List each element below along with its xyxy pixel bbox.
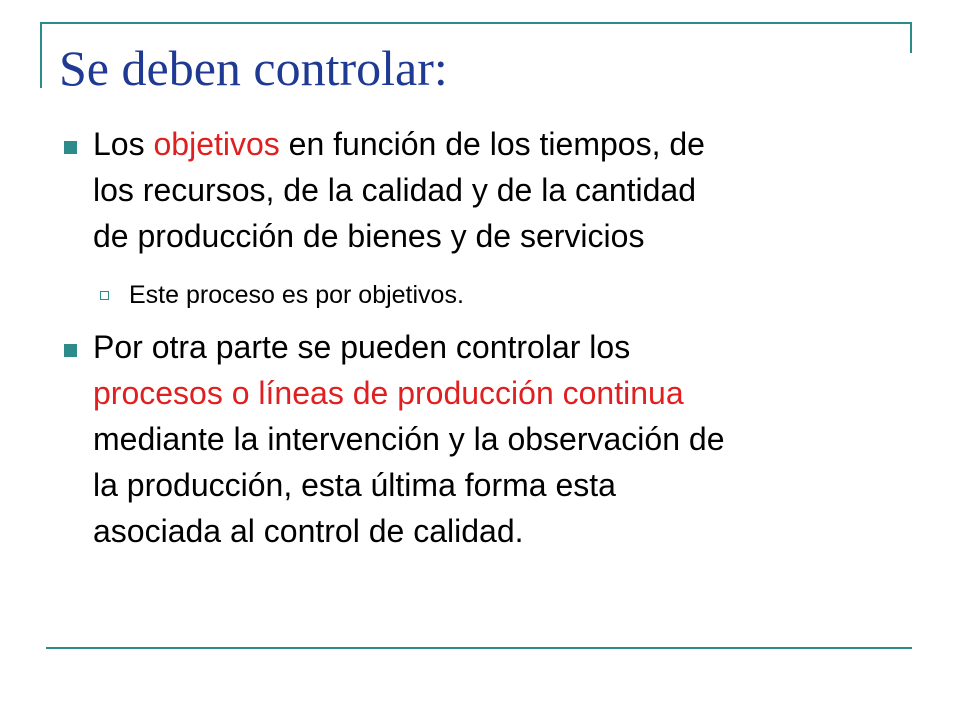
highlight-objetivos: objetivos bbox=[153, 126, 280, 162]
left-accent-line bbox=[40, 22, 42, 88]
bullet2-line4: la producción, esta última forma esta bbox=[93, 467, 616, 503]
highlight-procesos: procesos o líneas de producción continua bbox=[93, 375, 684, 411]
bullet1-line1: Los objetivos en función de los tiempos, de bbox=[93, 126, 705, 162]
sub-bullet-text: Este proceso es por objetivos. bbox=[129, 281, 464, 309]
hollow-square-bullet-icon bbox=[100, 291, 109, 300]
bullet-text-processes bbox=[93, 324, 893, 554]
top-accent-line bbox=[40, 22, 912, 24]
bullet-text-objectives bbox=[93, 121, 893, 259]
bottom-accent-line bbox=[46, 647, 912, 649]
bullet2-line1: Por otra parte se pueden controlar los bbox=[93, 329, 631, 365]
bullet2-line3: mediante la intervención y la observación de bbox=[93, 421, 725, 457]
square-bullet-icon bbox=[64, 344, 77, 357]
bullet2-line5: asociada al control de calidad. bbox=[93, 513, 524, 549]
square-bullet-icon bbox=[64, 141, 77, 154]
bullet1-line2: los recursos, de la calidad y de la cantidad bbox=[93, 172, 697, 208]
right-accent-line bbox=[910, 22, 912, 53]
slide-title: Se deben controlar: bbox=[59, 40, 448, 96]
bullet1-line3: de producción de bienes y de servicios bbox=[93, 218, 645, 254]
